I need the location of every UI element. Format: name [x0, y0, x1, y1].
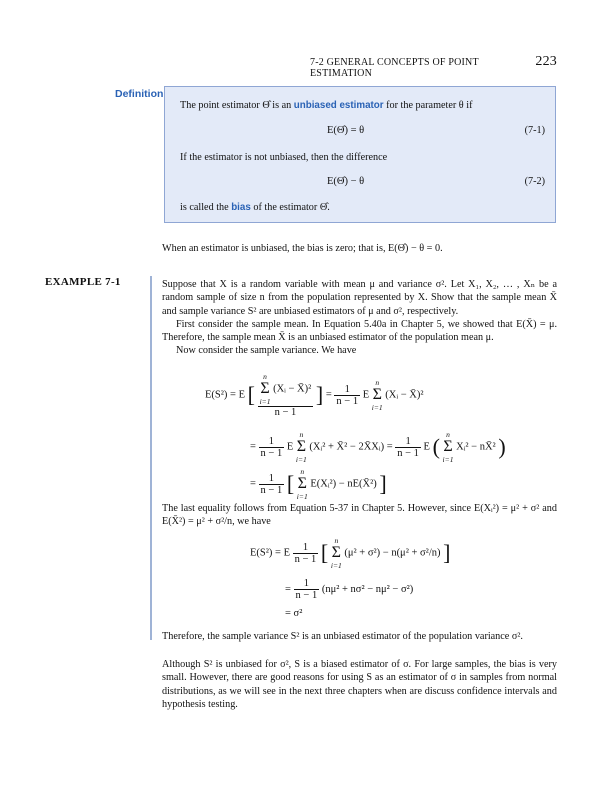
equation-7-1: E(Θ̂) = θ	[327, 125, 365, 136]
example-para-3: Now consider the sample variance. We have	[176, 345, 357, 356]
equation-result: = σ²	[285, 608, 303, 619]
equation-es2-line-1: E(S²) = E [ n Σ i=1 (Xᵢ − X̄)² n − 1 ] = $\frac{1}{n - 1}$ E n Σ i=1 (Xᵢ − X̄)²	[205, 372, 424, 418]
example-para-4: The last equality follows from Equation 5-37 in Chapter 5. However, since E(Xᵢ²) = μ² + σ² and E(X̄²) = μ² + σ²/n, we have	[162, 503, 557, 528]
equation-7-2-number: (7-2)	[524, 176, 545, 187]
equation-es2-line-3: = $\frac{1}{n - 1}$ [ n Σ i=1 E(Xᵢ²) − nE(X̄²) ]	[250, 467, 387, 501]
equation-es2-mu-sigma: E(S²) = E $\frac{1}{n - 1}$ [ n Σ i=1 (μ² + σ²) − n(μ² + σ²/n) ]	[250, 536, 451, 570]
intro-sentence: When an estimator is unbiased, the bias is zero; that is, E(Θ̂) − θ = 0.	[162, 243, 443, 254]
example-label: EXAMPLE 7-1	[45, 276, 121, 288]
definition-label: Definition	[115, 88, 164, 100]
equation-7-2: E(Θ̂) − θ	[327, 176, 365, 187]
example-rule	[150, 276, 152, 640]
definition-line-2: If the estimator is not unbiased, then the difference	[180, 152, 388, 163]
definition-box	[164, 86, 556, 223]
equation-es2-simplified: = $\frac{1}{n - 1}$ (nμ² + nσ² − nμ² − σ²)	[285, 578, 414, 601]
example-para-2: First consider the sample mean. In Equation 5.40a in Chapter 5, we showed that E(X̄) = μ. Therefore, the sample mean X̄ is an unbiased estimator of the population mean μ.	[162, 319, 557, 344]
definition-line-1: The point estimator Θ̂ is an unbiased estimator for the parameter θ if	[180, 100, 473, 111]
closing-paragraph: Although S² is unbiased for σ², S is a biased estimator of σ. For large samples, the bias is very small. However, there are good reasons for using S as an estimator of σ in samples from normal distributions, as we will see in the next three chapters when are discuss confidence intervals and hypothesis testing.	[162, 659, 557, 710]
page-number: 223	[535, 54, 557, 69]
equation-7-1-number: (7-1)	[524, 125, 545, 136]
term-unbiased-estimator: unbiased estimator	[293, 100, 384, 111]
example-para-1: Suppose that X is a random variable with mean μ and variance σ². Let X₁, X₂, … , Xₙ be a random sample of size n from the population represented by X. Show that the sample mean X̄ and sample variance S² are unbiased estimators of μ and σ², respectively.	[162, 279, 557, 317]
term-bias: bias	[231, 202, 251, 213]
equation-es2-line-2: = $\frac{1}{n - 1}$ E n Σ i=1 (Xᵢ² + X̄² − 2X̄Xᵢ) = $\frac{1}{n - 1}$ E ( n Σ i=1 Xᵢ² − nX̄² )	[250, 430, 506, 464]
section-title: 7-2 GENERAL CONCEPTS OF POINT ESTIMATION	[310, 57, 479, 79]
example-para-5: Therefore, the sample variance S² is an unbiased estimator of the population variance σ².	[162, 631, 523, 642]
definition-line-3: is called the bias of the estimator Θ̂.	[180, 202, 330, 213]
